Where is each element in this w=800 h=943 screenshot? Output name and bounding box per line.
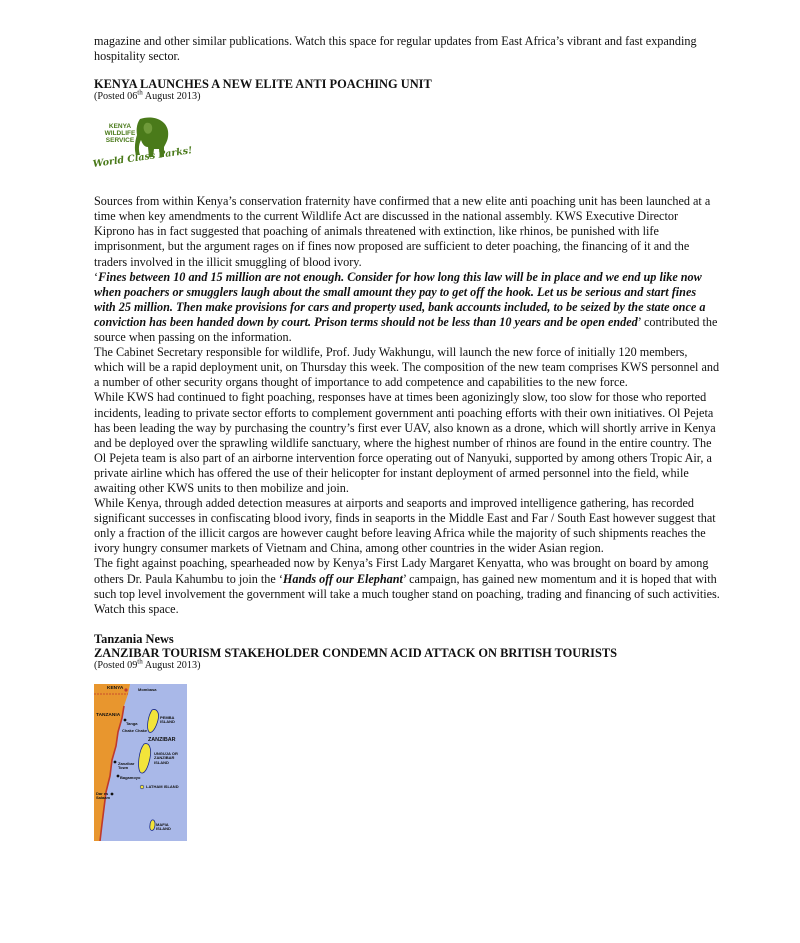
map-label: MAFIA ISLAND <box>156 821 171 832</box>
kws-logo-text <box>100 123 140 144</box>
kws-slogan: World Class Parks! <box>92 145 194 171</box>
map-label: Chake Chake <box>122 727 148 733</box>
quote-paragraph <box>94 270 720 345</box>
map-label: Dar es Salaam <box>96 790 111 801</box>
posted-suffix: August 2013) <box>142 659 201 671</box>
map-label: KENYA <box>107 685 124 691</box>
article-headline: KENYA LAUNCHES A NEW ELITE ANTI POACHING UNIT <box>94 77 432 92</box>
map-label: Zanzibar Town <box>118 760 135 771</box>
map-label: Bagamoyo <box>120 774 141 780</box>
intro-paragraph: magazine and other similar publications. Watch this space for regular updates from East Africa’s vibrant and fast expanding hospitality sector. <box>94 34 697 64</box>
posted-suffix: August 2013) <box>142 91 201 103</box>
map-label: Tanga <box>126 720 138 726</box>
posted-ordinal: th <box>137 657 143 666</box>
map-label: Mombasa <box>138 686 157 692</box>
section-label: Tanzania News <box>94 631 174 646</box>
article-paragraph: The Cabinet Secretary responsible for wildlife, Prof. Judy Wakhungu, will launch the new force of initially 120 members, which will be a rapid deployment unit, on Thursday this week. The composition of the new team comprises KWS personnel and a number of other security organs thought of importance to add competence and capabilities to the new force. <box>94 345 720 390</box>
map-labels <box>94 684 187 841</box>
kws-line-3: SERVICE <box>105 137 135 145</box>
quote-attribution: ’ contributed the source when passing on the information. <box>94 314 718 345</box>
zanzibar-map <box>94 684 187 841</box>
source-quote: Fines between 10 and 15 million are not enough. Consider for how long this law will be in place and we end up like now when poachers or smugglers laugh about the small amount they pay to get off the hook. Let us be serious and start fines with 25 million. Then make provisions for cars and property used, bank accounts included, to be seized by the state once a conviction has been handed down by court. Prison terms should not be less than 10 years and be open ended <box>94 269 706 329</box>
article-paragraph: While Kenya, through added detection measures at airports and seaports and improved intelligence gathering, has recorded significant successes in confiscating blood ivory, finds in seaports in the Middle East and Far / South East however suggest that only a fraction of the illicit cargos are however caught before leaving Africa while the majority of such shipments reaches the ivory hungry consumer markets of Vietnam and China, among other countries in the wider Asian region. <box>94 496 716 556</box>
map-label: TANZANIA <box>96 712 121 718</box>
map-label: PEMBA ISLAND <box>160 714 175 725</box>
campaign-name: Hands off our Elephant <box>282 571 403 586</box>
posted-date <box>94 88 720 103</box>
map-label: UNGUJA OR ZANZIBAR ISLAND <box>154 750 178 765</box>
map-label: LATHAM ISLAND <box>146 783 179 789</box>
quote-open-mark: ‘ <box>94 269 99 284</box>
article-paragraph: Sources from within Kenya’s conservation fraternity have confirmed that a new elite anti poaching unit has been launched at a time when key amendments to the current Wildlife Act are discussed in the national assembly. KWS Executive Director Kiprono has in fact suggested that poaching of animals threatened with extinction, like rhinos, be punished with life imprisonment, but the argument rages on if fines now proposed are sufficient to deter poaching, the financing of it and the traders involved in the illicit smuggling of blood ivory. <box>94 194 711 269</box>
kws-line-1: KENYA <box>108 123 132 131</box>
paragraph-text: ’ campaign, has gained new momentum and it is hoped that with such top level involvement the government will take a much tougher stand on poaching, trading and financing of such activities. Watch this space. <box>94 571 720 616</box>
map-label: ZANZIBAR <box>148 736 176 743</box>
posted-prefix: (Posted 06 <box>94 91 138 103</box>
posted-date <box>94 657 720 672</box>
posted-ordinal: th <box>137 88 143 97</box>
posted-prefix: (Posted 09 <box>94 659 138 671</box>
paragraph-text: The fight against poaching, spearheaded now by Kenya’s First Lady Margaret Kenyatta, who was brought on board by among others Dr. Paula Kahumbu to join the ‘ <box>94 556 709 586</box>
article-paragraph <box>94 556 720 616</box>
article-paragraph: While KWS had continued to fight poaching, responses have at times been agonizingly slow, too slow for those who reported incidents, leading to private sector efforts to complement government anti poaching efforts with their own initiatives. Ol Pejeta has been leading the way by purchasing the country’s first ever UAV, also known as a drone, which will shortly arrive in Kenya and be deployed over the sprawling wildlife sanctuary, where the highest number of rhinos are found in the entire country. The Ol Pejeta team is also part of an airborne intervention force operating out of Nanyuki, supported by among others Tropic Air, a private airline which has offered the use of their helicopter for instant deployment of armed personnel into the field, while awaiting other KWS units to then mobilize and join. <box>94 390 716 495</box>
kws-line-2: WILDLIFE <box>104 130 136 138</box>
article-body <box>94 194 720 617</box>
document-page <box>94 34 720 841</box>
article-headline: ZANZIBAR TOURISM STAKEHOLDER CONDEMN ACID ATTACK ON BRITISH TOURISTS <box>94 645 618 660</box>
kws-logo <box>92 113 194 175</box>
